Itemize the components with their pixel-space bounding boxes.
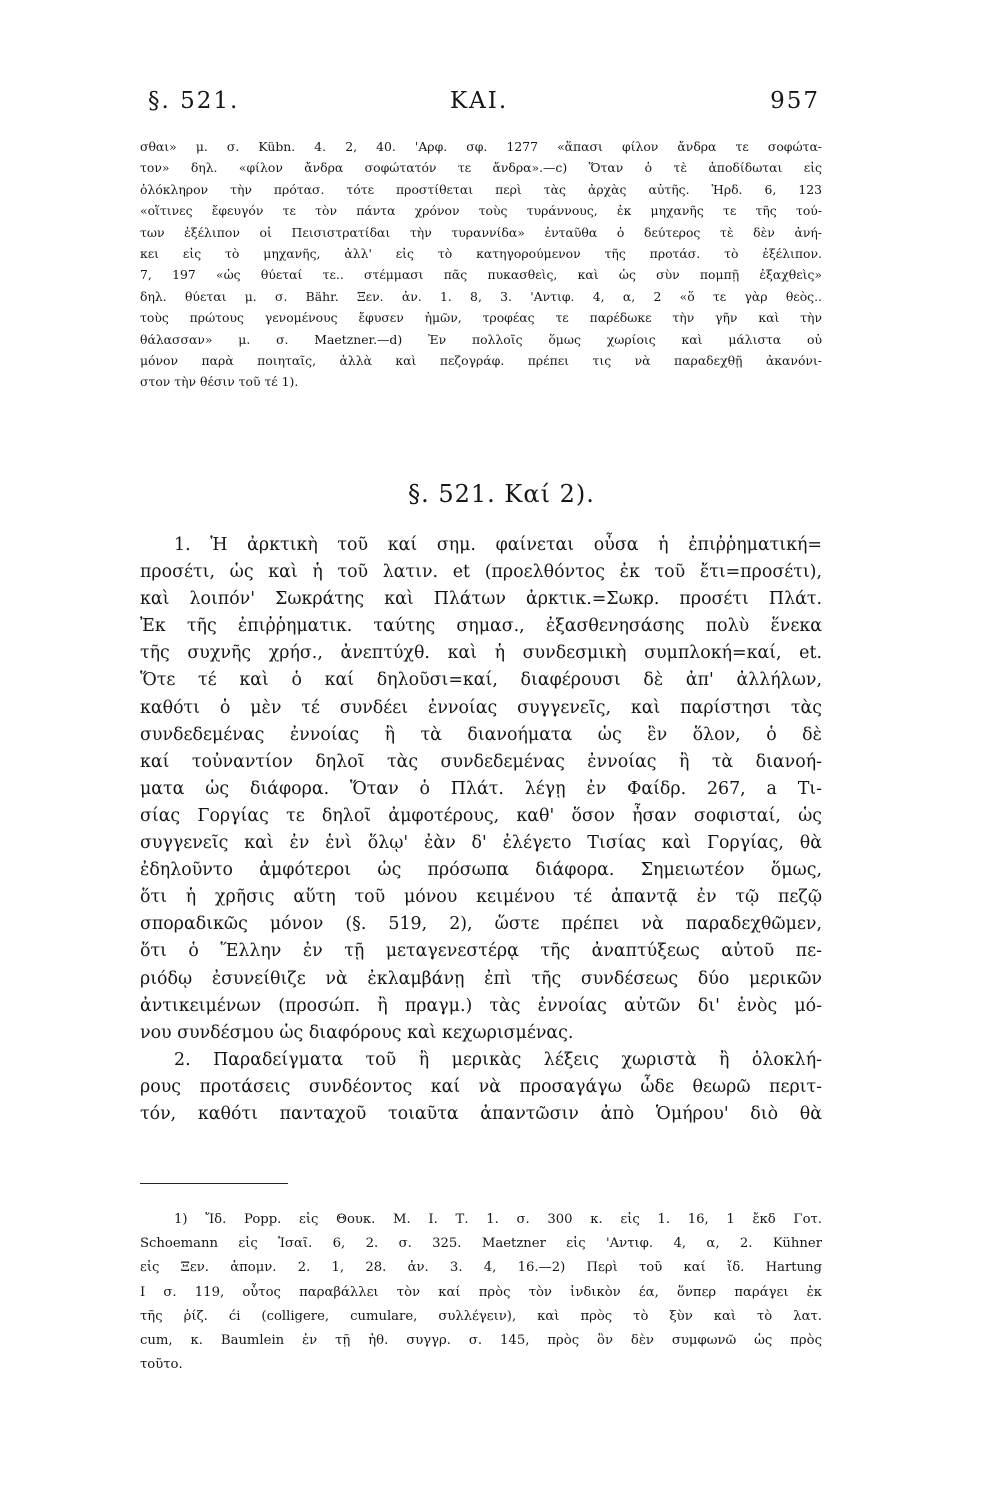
paragraph-line: ρους προτάσεις συνδέοντος καί νὰ προσαγάγω ὧδε θεωρῶ περιτ- [140,1076,822,1097]
paragraph-line: ριόδῳ ἐσυνείθιζε νὰ ἐκλαμβάνῃ ἐπὶ τῆς συνδέσεως δύο μερικῶν [140,968,822,989]
text-line: θάλασσαν» μ. σ. Maetzner.—d) Ἐν πολλοῖς ὅμως χωρίοις καὶ μάλιστα οὐ [140,331,822,347]
paragraph-line: σποραδικῶς μόνον (§. 519, 2), ὥστε πρέπει νὰ παραδεχθῶμεν, [140,914,822,935]
paragraph-line: 2. Παραδείγματα τοῦ ἢ μερικὰς λέξεις χωριστὰ ἢ ὁλοκλή- [174,1049,822,1070]
footnote-line: τῆς ῥίζ. ći (colligere, cumulare, συλλέγειν), καὶ πρὸς τὸ ξὺν καὶ τὸ λατ. [140,1308,822,1324]
section-body [140,532,822,1128]
paragraph-line: ἐδηλοῦντο ἀμφότεροι ὡς πρόσωπα διάφορα. Σημειωτέον ὅμως, [140,860,822,881]
paragraph-line: συνδεδεμένας ἐννοίας ἢ τὰ διανοήματα ὡς ἓν ὅλον, ὁ δὲ [140,724,822,745]
running-head-section: §. 521. [148,88,240,114]
paragraph-line: ὅτι ἡ χρῆσις αὕτη τοῦ μόνου κειμένου τέ ἀπαντᾷ ἐν τῷ πεζῷ [140,887,822,908]
paragraph-line: ὅτι ὁ Ἕλλην ἐν τῇ μεταγενεστέρᾳ τῆς ἀναπτύξεως αὐτοῦ πε- [140,941,822,962]
paragraph-line: τῆς συχνῆς χρήσ., ἀνεπτύχθ. καὶ ἡ συνδεσμικὴ συμπλοκή=καί, et. [140,643,822,664]
footnote-line: 1) Ἴδ. Popp. εἰς Θουκ. Μ. Ι. Τ. 1. σ. 300 κ. εἰς 1. 16, 1 ἔκδ Γοτ. [174,1212,822,1227]
running-head-title: ΚΑΙ. [450,88,509,114]
text-line: στον τὴν θέσιν τοῦ τέ 1). [140,374,299,390]
footnote-line: τοῦτο. [140,1357,183,1373]
paragraph-line: νου συνδέσμου ὡς διαφόρους καὶ κεχωρισμένας. [140,1022,574,1043]
paragraph-line: προσέτι, ὡς καὶ ἡ τοῦ λατιν. et (προελθόντος ἐκ τοῦ ἔτι=προσέτι), [140,562,822,583]
footnote-line: Ι σ. 119, οὗτος παραβάλλει τὸν καί πρὸς τὸν ἰνδικὸν έα, ὅνπερ παράγει ἐκ [140,1284,822,1300]
text-line: δηλ. θύεται μ. σ. Bähr. Ξεν. ἀν. 1. 8, 3. 'Αντιφ. 4, α, 2 «ὅ τε γὰρ θεὸς.. [140,288,822,304]
text-line: 7, 197 «ὡς θύεταί τε.. στέμμασι πᾶς πυκασθεὶς, καὶ ὡς σὺν πομπῇ ἐξαχθεὶς» [140,267,822,283]
footnotes [140,1208,822,1377]
footnote-divider [140,1183,288,1184]
text-line: των ἐξέλιπον οἱ Πεισιστρατίδαι τὴν τυραννίδα» ἐνταῦθα ὁ δεύτερος τὲ δὲν ἀνή- [140,224,822,240]
text-line: μόνον παρὰ ποιηταῖς, ἀλλὰ καὶ πεζογράφ. πρέπει τις νὰ παραδεχθῇ ἀκανόνι- [140,352,822,368]
paragraph-line: ματα ὡς διάφορα. Ὅταν ὁ Πλάτ. λέγῃ ἐν Φαίδρ. 267, a Τι- [140,778,822,799]
paragraph-line: 1. Ἡ ἀρκτικὴ τοῦ καί σημ. φαίνεται οὖσα ἡ ἐπιῤῥηματική= [174,535,822,555]
text-line: τον» δηλ. «φίλον ἄνδρα σοφώτατόν τε ἄνδρα».—c) Ὅταν ὁ τὲ ἀποδίδωται εἰς [140,160,822,176]
paragraph-line: συγγενεῖς καὶ ἐν ἑνὶ ὅλῳ' ἐὰν δ' ἐλέγετο Τισίας καὶ Γοργίας, θὰ [140,833,822,854]
text-line: τοὺς πρώτους γενομένους ἔφυσεν ἡμῶν, τροφέας τε παρέδωκε τὴν γῆν καὶ τὴν [140,310,822,326]
footnote-line: Schoemann εἰς Ἰσαῖ. 6, 2. σ. 325. Maetzner εἰς 'Αντιφ. 4, α, 2. Kühner [140,1236,822,1252]
paragraph-line: σίας Γοργίας τε δηλοῖ ἀμφοτέρους, καθ' ὅσον ἦσαν σοφισταί, ὡς [140,805,822,826]
running-head [148,88,820,122]
page-number: 957 [770,88,820,114]
paragraph-line: καὶ λοιπόν' Σωκράτης καὶ Πλάτων ἀρκτικ.=Σωκρ. προσέτι Πλάτ. [140,589,822,610]
text-line: «οἵτινες ἔφευγόν τε τὸν πάντα χρόνον τοὺς τυράννους, ἐκ μηχανῆς τε τῆς τού- [140,203,822,219]
footnote-line: εἰς Ξεν. ἀπομν. 2. 1, 28. ἀν. 3. 4, 16.—2) Περὶ τοῦ καί ἴδ. Hartung [140,1260,822,1276]
continued-text-block [140,136,822,393]
text-line: σθαι» μ. σ. Kübn. 4. 2, 40. 'Αρφ. σφ. 1277 «ἅπασι φίλον ἄνδρα τε σοφώτα- [140,139,822,154]
footnote-line: cum, κ. Baumlein ἐν τῇ ἠθ. συγγρ. σ. 145, πρὸς ὃν δὲν συμφωνῶ ὡς πρὸς [140,1332,822,1348]
paragraph-line: καί τοὐναντίον δηλοῖ τὰς συνδεδεμένας ἐννοίας ἢ τὰ διανοή- [140,751,822,772]
text-line: ὁλόκληρον τὴν πρότασ. τότε προστίθεται περὶ τὰς ἀρχὰς αὐτῆς. Ἡρδ. 6, 123 [140,181,822,197]
text-line: κει εἰς τὸ μηχανῆς, ἀλλ' εἰς τὸ κατηγορούμενον τῆς προτάσ. τὸ ἐξέλιπον. [140,245,822,261]
section-heading: §. 521. Καί 2). [408,480,595,508]
paragraph-line: τόν, καθότι πανταχοῦ τοιαῦτα ἀπαντῶσιν ἀπὸ Ὁμήρου' διὸ θὰ [140,1103,822,1124]
paragraph-line: καθότι ὁ μὲν τέ συνδέει ἐννοίας συγγενεῖς, καὶ παρίστησι τὰς [140,697,822,718]
paragraph-line: ἀντικειμένων (προσώπ. ἢ πραγμ.) τὰς ἐννοίας αὐτῶν δι' ἑνὸς μό- [140,995,822,1016]
paragraph-line: Ἐκ τῆς ἐπιῤῥηματικ. ταύτης σημασ., ἐξασθενησάσης πολὺ ἕνεκα [140,616,822,637]
paragraph-line: Ὅτε τέ καὶ ὁ καί δηλοῦσι=καί, διαφέρουσι δὲ ἀπ' ἀλλήλων, [140,670,822,691]
